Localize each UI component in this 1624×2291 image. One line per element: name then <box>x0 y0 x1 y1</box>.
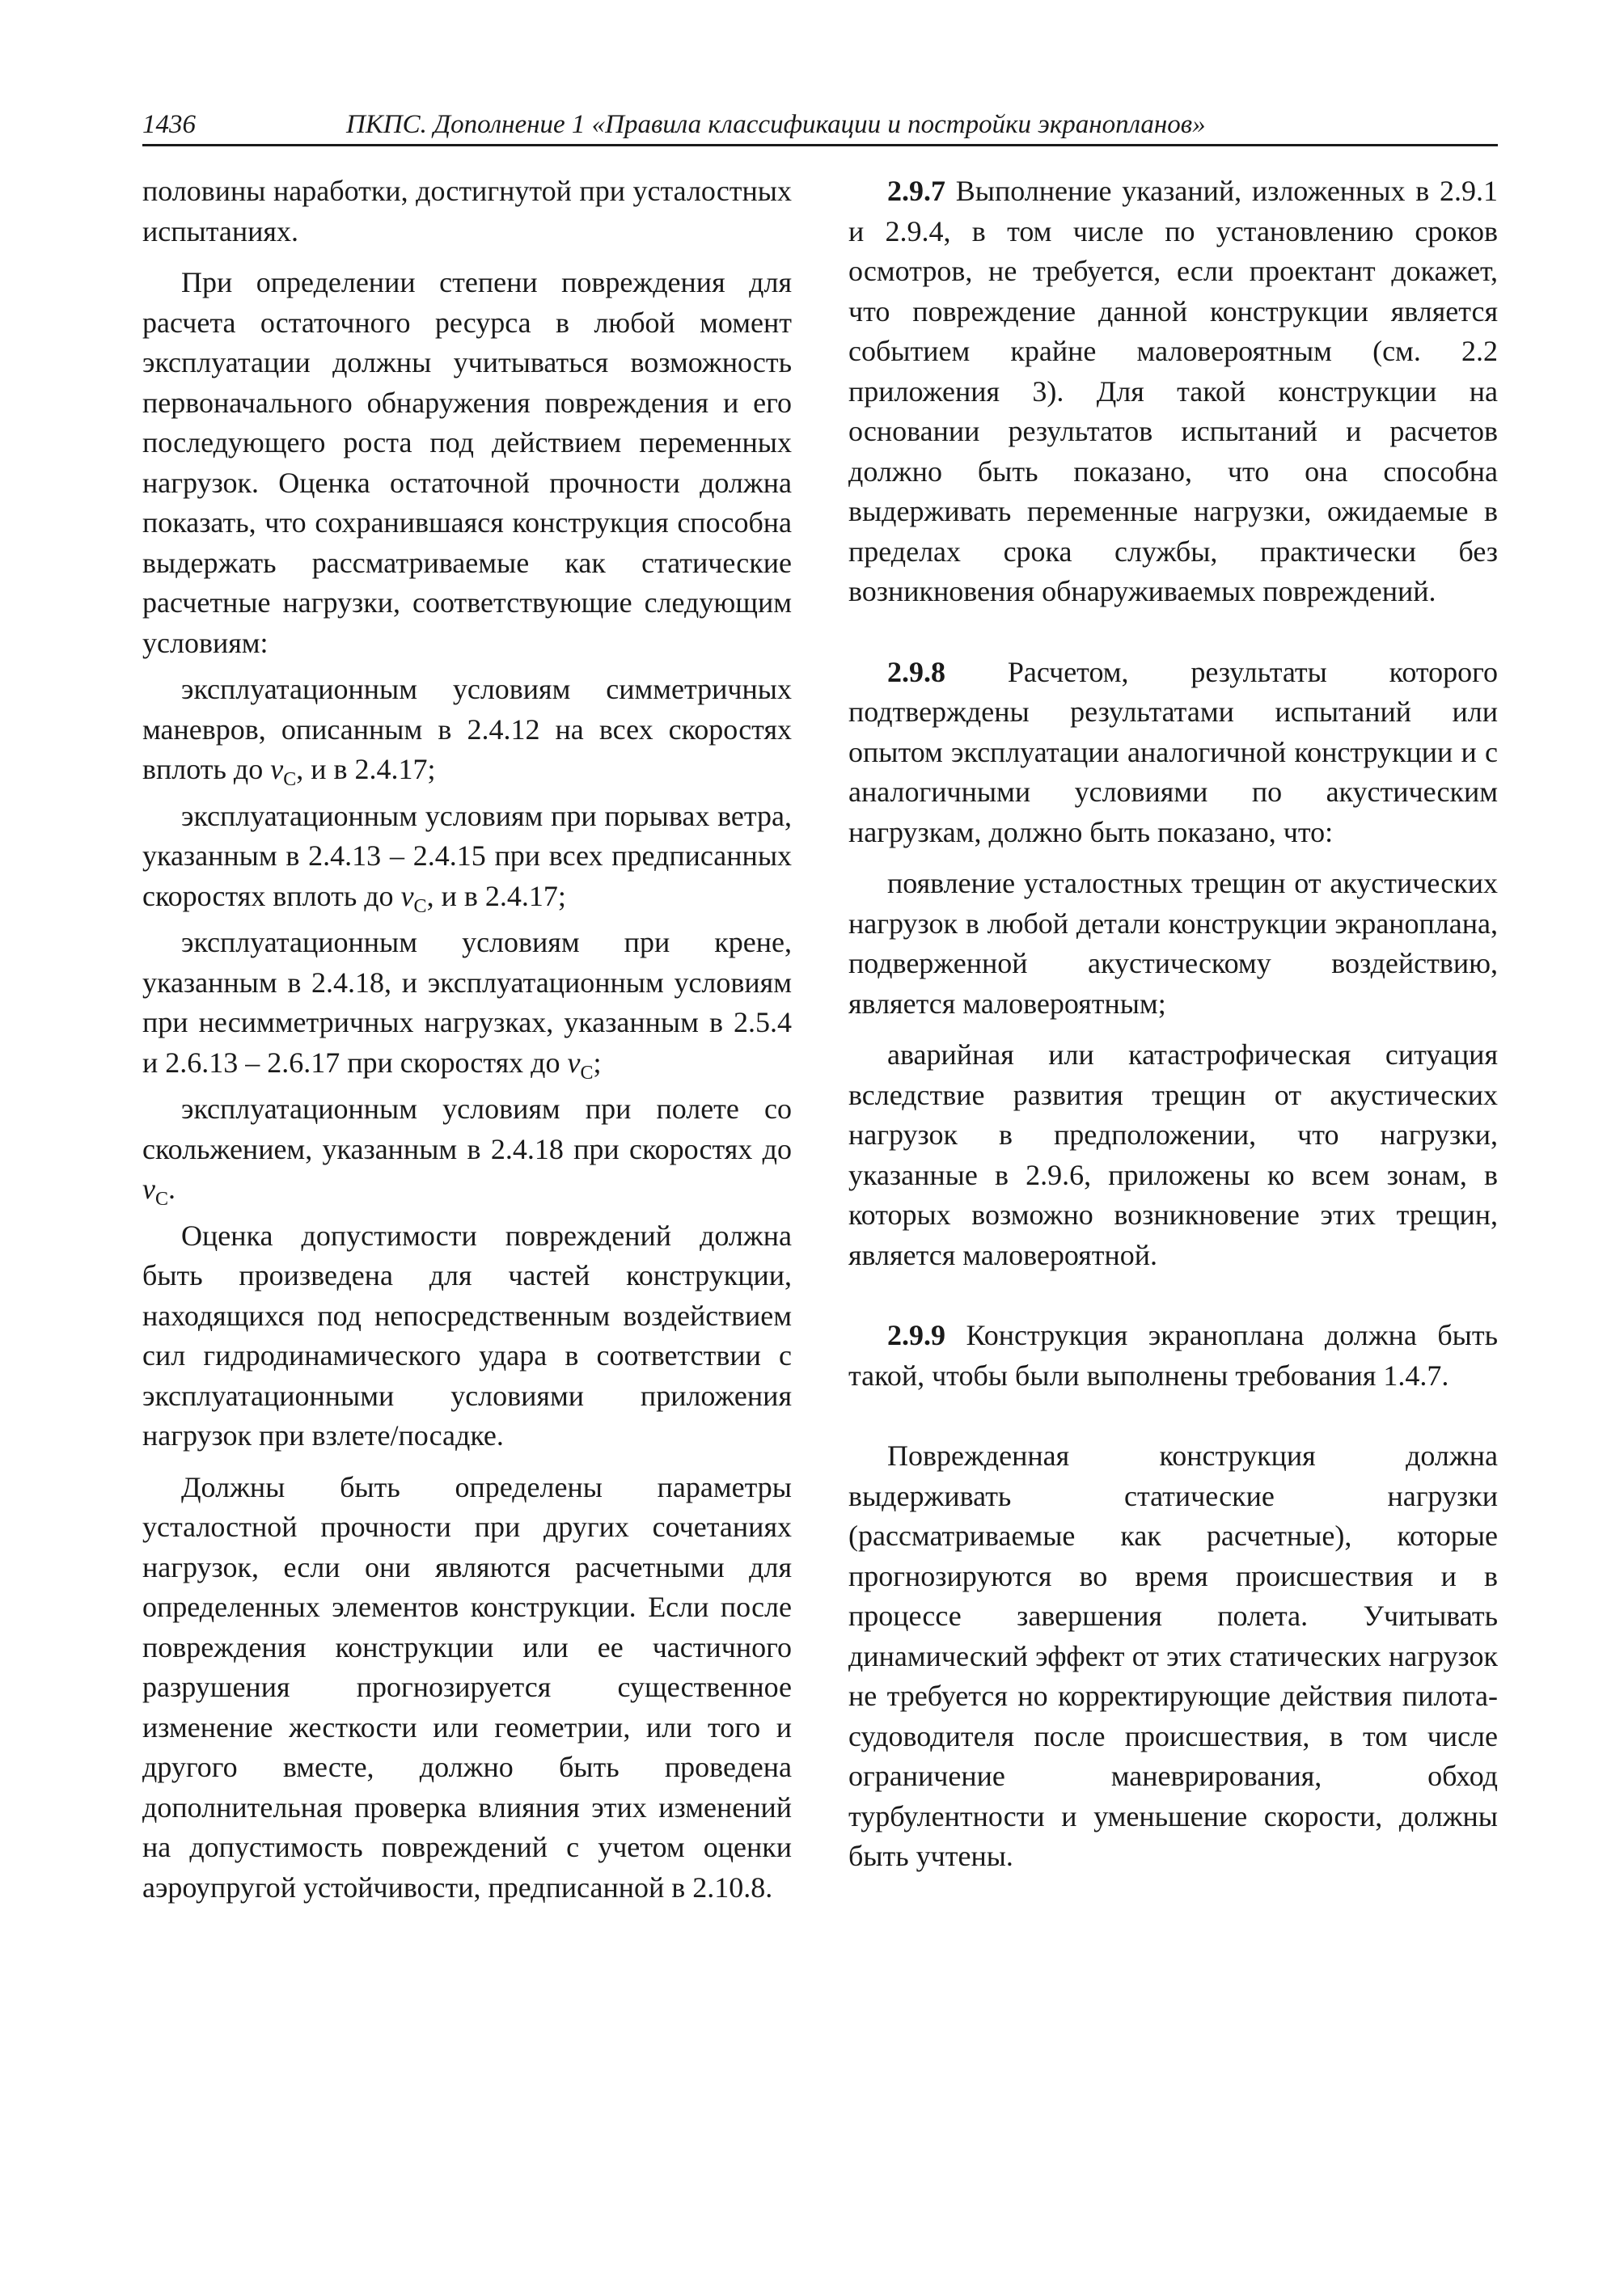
condition-text: эксплуатационным условиям симметричных маневров, описанным в 2.4.12 на всех скоростях вплоть до <box>142 673 792 785</box>
paragraph-damaged-structure: Поврежденная конструкция должна выдерживать статические нагрузки (рассматриваемые как расчетные), которые прогнозируются во время происшествия и в процессе завершения полета. Учитывать динамический эффект от этих статических нагрузок не требуется но корректирующие действия пилота-судоводителя после происшествия, в том числе ограничение маневрирования, обход турбулентности и уменьшение скорости, должны быть учтены. <box>848 1439 1498 1872</box>
paragraph-fatigue-parameters: Должны быть определены параметры усталостной прочности при других сочетаниях нагрузок, если они являются расчетными для определенных элементов конструкции. Если после повреждения конструкции или ее частичного разрушения прогнозируется существенное изменение жесткости или геометрии, или того и другого вместе, должно быть проведена дополнительная проверка влияния этих изменений на допустимость повреждений с учетом оценки аэроупругой устойчивости, предписанной в 2.10.8. <box>142 1470 792 1904</box>
speed-symbol: v <box>142 1173 155 1205</box>
acoustic-item-cracks: появление усталостных трещин от акустических нагрузок в любой детали конструкции экраноплана, подверженной акустическому воздействию, является маловероятным; <box>848 867 1498 1020</box>
section-number: 2.9.7 <box>887 175 945 207</box>
speed-symbol-subscript: C <box>413 895 427 917</box>
left-column <box>142 171 792 1908</box>
condition-text-end: ; <box>593 1046 602 1079</box>
section-2-9-8 <box>848 653 1498 853</box>
speed-symbol-subscript: C <box>154 1189 168 1211</box>
section-2-9-9 <box>848 1316 1498 1396</box>
condition-item-wind-gusts <box>142 797 792 917</box>
paragraph-damage-tolerance: Оценка допустимости повреждений должна быть произведена для частей конструкции, находящихся под непосредственным воздействием сил гидродинамического удара в соответствии с эксплуатационными условиями приложения нагрузок при взлете/посадке. <box>142 1219 792 1452</box>
condition-text: эксплуатационным условиям при полете со скольжением, указанным в 2.4.18 при скоростях до <box>142 1093 792 1165</box>
section-2-9-7 <box>848 171 1498 612</box>
section-text: Конструкция экраноплана должна быть такой, чтобы были выполнены требования 1.4.7. <box>848 1319 1498 1392</box>
page-number: 1436 <box>142 110 196 139</box>
speed-symbol: v <box>270 753 284 785</box>
condition-text-end: , и в 2.4.17; <box>426 879 566 912</box>
condition-text-end: , и в 2.4.17; <box>296 753 436 785</box>
paragraph-continuation: половины наработки, достигнутой при усталостных испытаниях. <box>142 175 792 247</box>
speed-symbol: v <box>567 1046 581 1079</box>
running-title: ПКПС. Дополнение 1 «Правила классификации и постройки экранопланов» <box>346 110 1206 139</box>
condition-text: эксплуатационным условиям при крене, указанным в 2.4.18, и эксплуатационным условиям при несимметричных нагрузках, указанным в 2.5.4 и 2.6.13 – 2.6.17 при скоростях до <box>142 926 792 1079</box>
condition-item-sideslip <box>142 1089 792 1210</box>
paragraph-damage-assessment: При определении степени повреждения для расчета остаточного ресурса в любой момент эксплуатации должны учитываться возможность первоначального обнаружения повреждения и его последующего роста под действием переменных нагрузок. Оценка остаточной прочности должна показать, что сохранившаяся конструкция способна выдержать рассматриваемые как статические расчетные нагрузки, соответствующие следующим условиям: <box>142 266 792 659</box>
condition-item-roll <box>142 923 792 1083</box>
page-header <box>142 107 1498 146</box>
condition-text: эксплуатационным условиям при порывах ветра, указанным в 2.4.13 – 2.4.15 при всех предписанных скоростях вплоть до <box>142 799 792 912</box>
condition-item-symmetric-maneuvers <box>142 670 792 790</box>
speed-symbol: v <box>400 879 414 912</box>
right-column <box>848 171 1498 1877</box>
section-number: 2.9.8 <box>887 655 945 688</box>
condition-text-end: . <box>168 1173 176 1205</box>
section-text: Выполнение указаний, изложенных в 2.9.1 и 2.9.4, в том числе по установлению сроков осмотров, не требуется, если проектант докажет, что повреждение данной конструкции является событием крайне маловероятным (см. 2.2 приложения 3). Для такой конструкции на основании результатов испытаний и расчетов должно быть показано, что она способна выдерживать переменные нагрузки, ожидаемые в пределах срока службы, практически без возникновения обнаруживаемых повреждений. <box>848 175 1498 607</box>
acoustic-item-emergency: аварийная или катастрофическая ситуация вследствие развития трещин от акустических нагрузок в предположении, что нагрузки, указанные в 2.9.6, приложены ко всем зонам, в которых возможно возникновение этих трещин, является маловероятной. <box>848 1038 1498 1271</box>
section-number: 2.9.9 <box>887 1319 945 1351</box>
section-text: Расчетом, результаты которого подтверждены результатами испытаний или опытом эксплуатации аналогичной конструкции и с аналогичными условиями по акустическим нагрузкам, должно быть показано, что: <box>848 655 1498 848</box>
speed-symbol-subscript: C <box>283 769 297 791</box>
speed-symbol-subscript: C <box>580 1062 594 1084</box>
